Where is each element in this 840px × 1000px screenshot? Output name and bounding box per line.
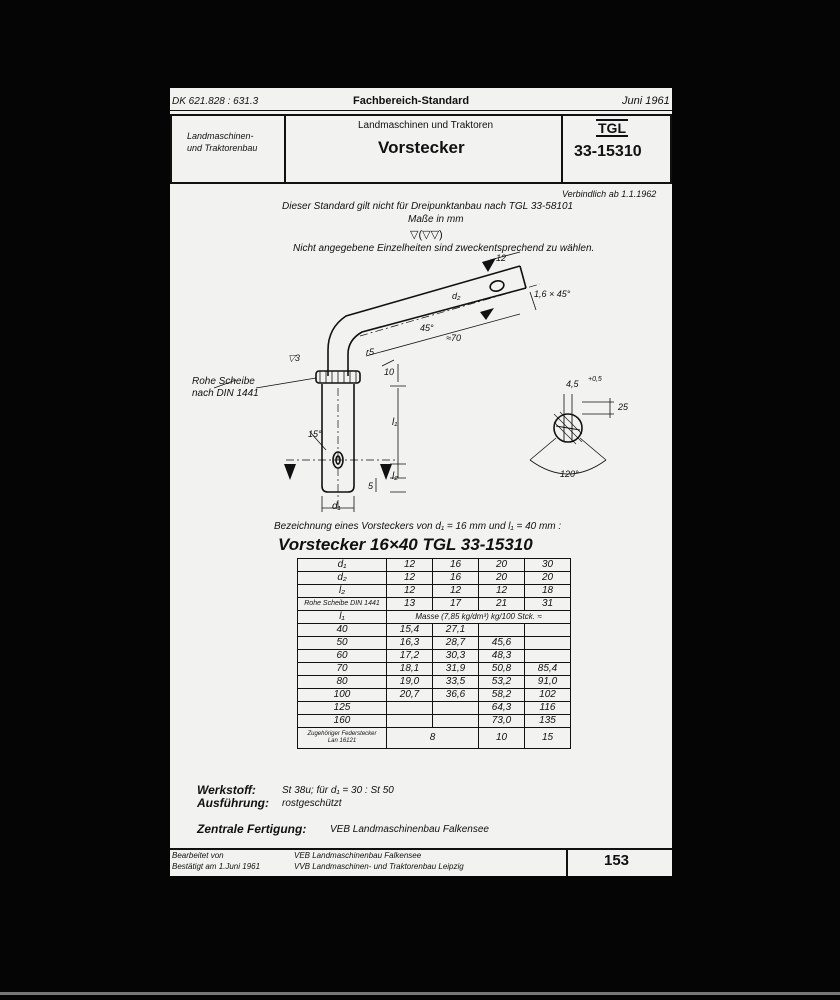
table-cell: 28,7 bbox=[433, 637, 479, 650]
fertigung-value: VEB Landmaschinenbau Falkensee bbox=[330, 824, 489, 835]
table-cell bbox=[387, 715, 433, 728]
dimension-table bbox=[297, 558, 571, 749]
issue-date: Juni 1961 bbox=[622, 95, 670, 107]
washer-label-line-2: nach DIN 1441 bbox=[192, 388, 259, 399]
row-label: 50 bbox=[298, 637, 387, 650]
table-row bbox=[298, 702, 571, 715]
table-cell: 18 bbox=[525, 585, 571, 598]
table-cell: 31,9 bbox=[433, 663, 479, 676]
dim-chamfer: 1,6 × 45° bbox=[534, 289, 571, 299]
washer-label-line-1: Rohe Scheibe bbox=[192, 376, 255, 387]
dim-70: ≈70 bbox=[446, 333, 461, 343]
ausfuehrung-label: Ausführung: bbox=[197, 796, 269, 810]
table-cell: 12 bbox=[387, 572, 433, 585]
table-cell: 17 bbox=[433, 598, 479, 611]
table-cell: 16 bbox=[433, 559, 479, 572]
table-row bbox=[298, 676, 571, 689]
row-label: 70 bbox=[298, 663, 387, 676]
dim-tolerance: +0,5 bbox=[588, 376, 602, 383]
row-label: l₁ bbox=[298, 611, 387, 624]
bearbeitet-label: Bearbeitet von bbox=[172, 851, 224, 860]
table-cell: 36,6 bbox=[433, 689, 479, 702]
dim-4-5: 4,5 bbox=[566, 379, 579, 389]
row-label: 60 bbox=[298, 650, 387, 663]
dim-10: 10 bbox=[384, 367, 395, 377]
table-cell: 64,3 bbox=[479, 702, 525, 715]
table-row bbox=[298, 559, 571, 572]
table-cell: 48,3 bbox=[479, 650, 525, 663]
table-cell: 13 bbox=[387, 598, 433, 611]
table-cell: 30 bbox=[525, 559, 571, 572]
table-cell: 16,3 bbox=[387, 637, 433, 650]
table-cell bbox=[387, 702, 433, 715]
table-cell: 8 bbox=[387, 728, 479, 749]
ausfuehrung-value: rostgeschützt bbox=[282, 798, 342, 809]
table-cell: 17,2 bbox=[387, 650, 433, 663]
table-cell: 102 bbox=[525, 689, 571, 702]
table-cell: 73,0 bbox=[479, 715, 525, 728]
row-label: 100 bbox=[298, 689, 387, 702]
table-cell: 18,1 bbox=[387, 663, 433, 676]
surface-symbol: ▽(▽▽) bbox=[410, 229, 443, 241]
details-note: Nicht angegebene Einzelheiten sind zweckentsprechend zu wählen. bbox=[293, 243, 595, 254]
designation-intro: Bezeichnung eines Vorsteckers von d₁ = 16 mm und l₁ = 40 mm : bbox=[274, 521, 562, 532]
document-title: Vorstecker bbox=[378, 138, 465, 157]
werkstoff-value: St 38u; für d₁ = 30 : St 50 bbox=[282, 785, 394, 796]
valid-from: Verbindlich ab 1.1.1962 bbox=[562, 189, 657, 199]
table-cell: 15 bbox=[525, 728, 571, 749]
table-cell bbox=[433, 702, 479, 715]
row-label: d₁ bbox=[298, 559, 387, 572]
units-note: Maße in mm bbox=[408, 214, 464, 225]
table-cell: 53,2 bbox=[479, 676, 525, 689]
table-cell: 10 bbox=[479, 728, 525, 749]
table-cell: 12 bbox=[479, 585, 525, 598]
table-cell bbox=[525, 650, 571, 663]
table-cell bbox=[479, 624, 525, 637]
tgl-logo: TGL bbox=[598, 120, 626, 136]
subject-label: Landmaschinen und Traktoren bbox=[358, 120, 494, 131]
dim-l2: l₂ bbox=[392, 471, 399, 482]
table-cell: 33,5 bbox=[433, 676, 479, 689]
table-cell: 12 bbox=[387, 585, 433, 598]
table-cell: 20 bbox=[525, 572, 571, 585]
table-cell bbox=[525, 637, 571, 650]
table-cell: 116 bbox=[525, 702, 571, 715]
table-row bbox=[298, 650, 571, 663]
fertigung-label: Zentrale Fertigung: bbox=[197, 822, 307, 836]
table-row bbox=[298, 715, 571, 728]
table-cell: 19,0 bbox=[387, 676, 433, 689]
table-cell: 15,4 bbox=[387, 624, 433, 637]
table-cell: 20 bbox=[479, 572, 525, 585]
table-row bbox=[298, 585, 571, 598]
sector-line-2: und Traktorenbau bbox=[187, 143, 258, 153]
row-label: Rohe Scheibe DIN 1441 bbox=[298, 598, 387, 611]
row-label: 125 bbox=[298, 702, 387, 715]
table-cell: 50,8 bbox=[479, 663, 525, 676]
dim-25: 25 bbox=[618, 402, 629, 412]
standard-sheet bbox=[170, 88, 672, 876]
mass-header: Masse (7,85 kg/dm³) kg/100 Stck. ≈ bbox=[387, 611, 571, 624]
table-row bbox=[298, 689, 571, 702]
table-cell: 45,6 bbox=[479, 637, 525, 650]
table-cell bbox=[433, 715, 479, 728]
table-cell: 135 bbox=[525, 715, 571, 728]
dim-d2: d₂ bbox=[452, 291, 461, 301]
row-label: l₂ bbox=[298, 585, 387, 598]
spring-label-line-1: Zugehöriger Federstecker bbox=[307, 731, 377, 737]
table-cell: 27,1 bbox=[433, 624, 479, 637]
designation-example: Vorstecker 16×40 TGL 33-15310 bbox=[278, 535, 533, 554]
table-cell: 20,7 bbox=[387, 689, 433, 702]
table-cell: 16 bbox=[433, 572, 479, 585]
table-cell: 12 bbox=[433, 585, 479, 598]
page-number: 153 bbox=[604, 852, 630, 869]
dim-r: r5 bbox=[366, 347, 375, 357]
row-label: 160 bbox=[298, 715, 387, 728]
row-label: 80 bbox=[298, 676, 387, 689]
row-label: d₂ bbox=[298, 572, 387, 585]
werkstoff-label: Werkstoff: bbox=[197, 783, 256, 797]
table-cell: 12 bbox=[387, 559, 433, 572]
spring-label-line-2: Lan 16121 bbox=[327, 738, 357, 744]
table-cell: 58,2 bbox=[479, 689, 525, 702]
dim-15: 15° bbox=[308, 429, 322, 439]
spring-label bbox=[298, 728, 387, 749]
dim-5: 5 bbox=[368, 481, 374, 491]
table-row bbox=[298, 572, 571, 585]
table-cell: 91,0 bbox=[525, 676, 571, 689]
table-cell: 85,4 bbox=[525, 663, 571, 676]
table-row bbox=[298, 637, 571, 650]
divider bbox=[170, 848, 672, 850]
dim-120: 120° bbox=[560, 469, 579, 479]
film-edge bbox=[0, 992, 840, 995]
table-cell: 31 bbox=[525, 598, 571, 611]
table-row bbox=[298, 663, 571, 676]
table-row bbox=[298, 624, 571, 637]
dim-d1: d₁ bbox=[332, 501, 341, 512]
dim-angle: 45° bbox=[420, 323, 434, 333]
table-cell: 30,3 bbox=[433, 650, 479, 663]
table-cell: 20 bbox=[479, 559, 525, 572]
table-cell: 21 bbox=[479, 598, 525, 611]
table-row bbox=[298, 598, 571, 611]
scope-note: Dieser Standard gilt nicht für Dreipunktanbau nach TGL 33-58101 bbox=[282, 201, 574, 212]
table-row bbox=[298, 611, 571, 624]
table-cell bbox=[525, 624, 571, 637]
divider bbox=[566, 848, 568, 876]
bestaetigt-value: VVB Landmaschinen- und Traktorenbau Leipzig bbox=[294, 862, 464, 871]
bearbeitet-value: VEB Landmaschinenbau Falkensee bbox=[294, 851, 422, 860]
pin-drawing bbox=[170, 88, 672, 518]
table-row bbox=[298, 728, 571, 749]
tgl-number: 33-15310 bbox=[574, 143, 642, 160]
row-label: 40 bbox=[298, 624, 387, 637]
category-label: Fachbereich-Standard bbox=[353, 95, 470, 107]
dk-number: DK 621.828 : 631.3 bbox=[172, 96, 259, 107]
dim-l1: l₁ bbox=[392, 417, 398, 428]
dim-12: 12 bbox=[496, 253, 507, 263]
bestaetigt-label: Bestätigt am 1.Juni 1961 bbox=[172, 862, 261, 871]
sector-line-1: Landmaschinen- bbox=[187, 131, 254, 141]
surface-mark: ▽3 bbox=[288, 353, 300, 363]
